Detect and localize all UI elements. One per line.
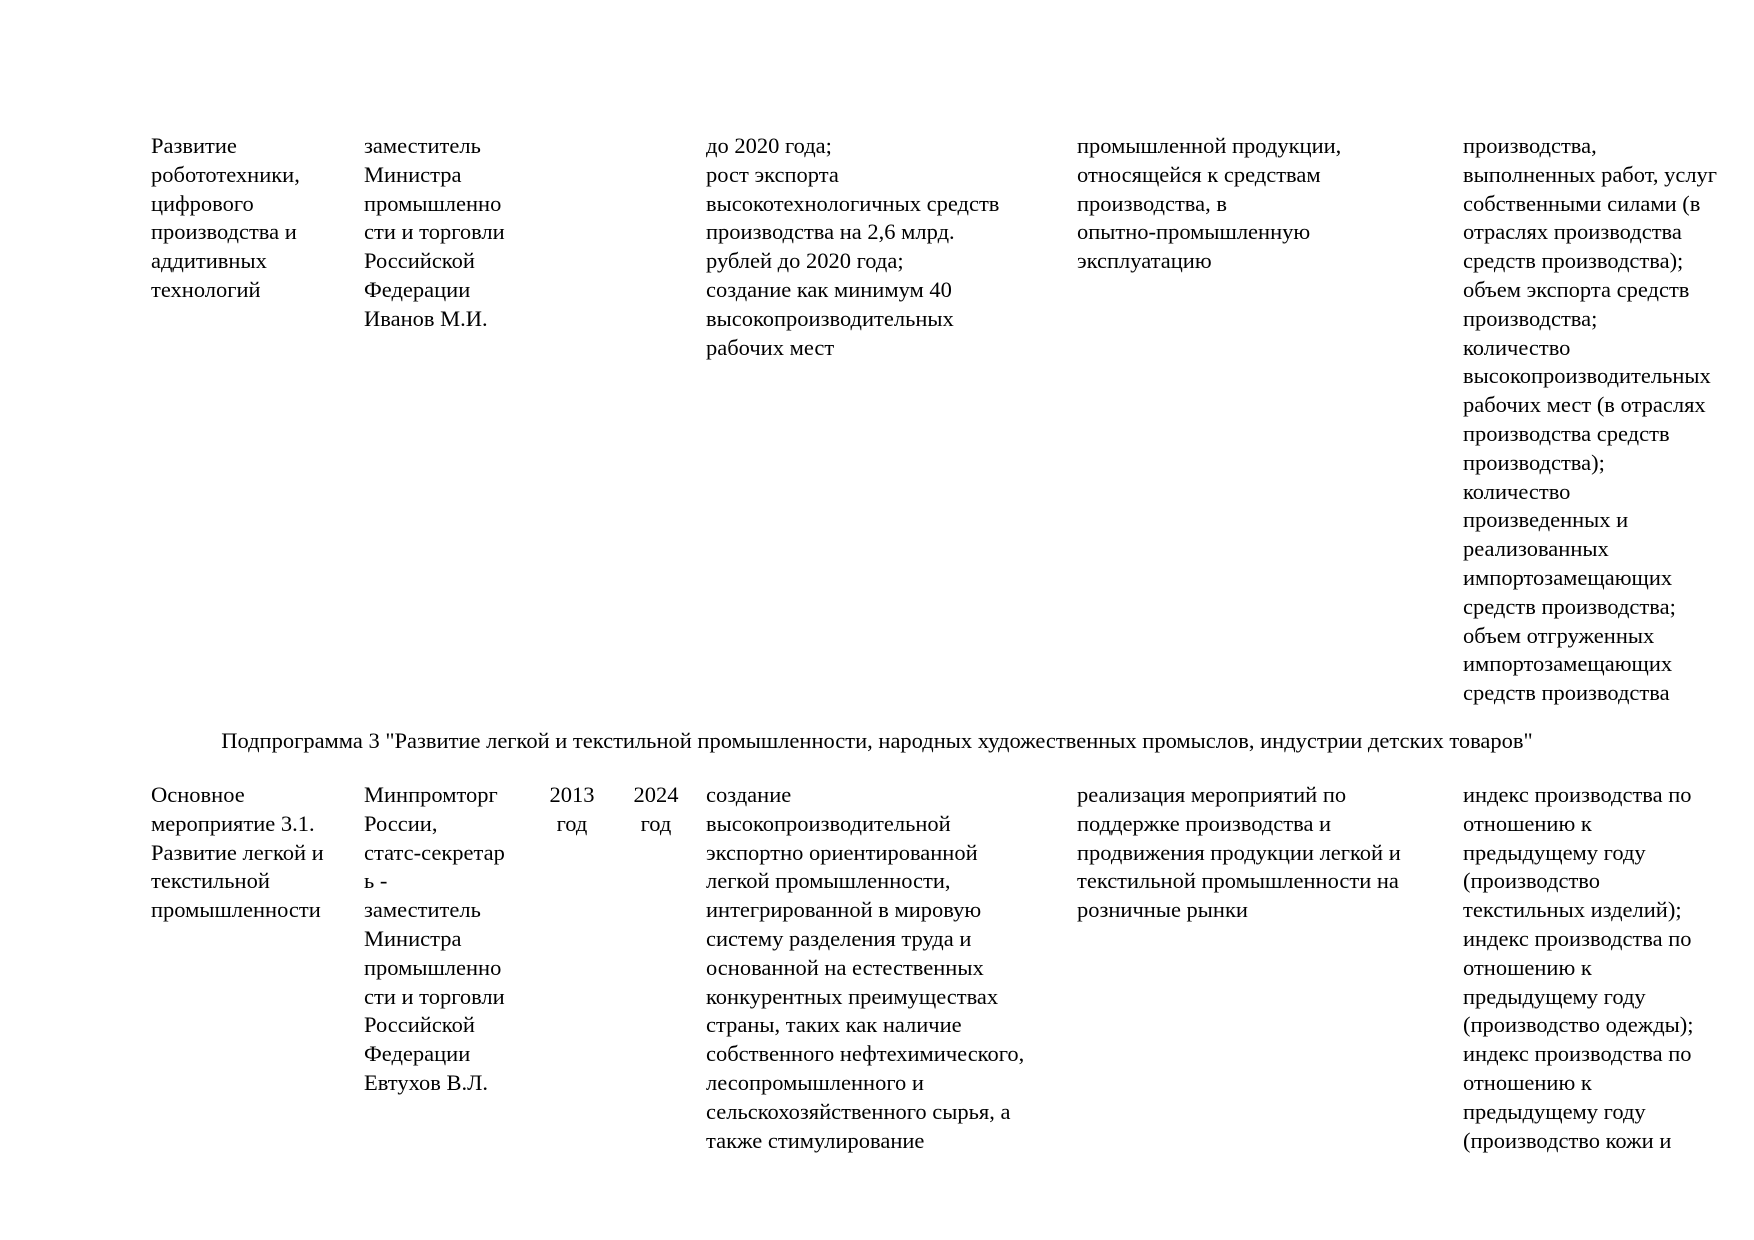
text-line: Федерации bbox=[364, 1041, 471, 1067]
text-line: текстильной bbox=[151, 868, 270, 894]
text-line: рабочих мест bbox=[706, 334, 835, 360]
text-line: Развитие bbox=[151, 133, 237, 158]
text-line: производства на 2,6 млрд. bbox=[706, 219, 955, 245]
text-line: собственного нефтехимического, bbox=[706, 1041, 1025, 1067]
text-line: сти и торговли bbox=[364, 219, 505, 245]
text-line: создание как минимум 40 bbox=[706, 276, 952, 302]
text-line: количество bbox=[1463, 334, 1571, 360]
text-line: индекс производства по bbox=[1463, 925, 1692, 951]
text-line: год bbox=[556, 810, 588, 836]
text-line: индекс производства по bbox=[1463, 782, 1692, 807]
text-line: легкой промышленности, bbox=[706, 868, 951, 894]
text-line: текстильных изделий); bbox=[1463, 897, 1682, 923]
text-line: промышленно bbox=[364, 190, 502, 216]
text-line: (производство кожи и bbox=[1463, 1127, 1672, 1153]
text-line: Минпромторг bbox=[364, 782, 498, 807]
text-line: технологий bbox=[151, 276, 261, 302]
row1-indicators bbox=[1463, 132, 1753, 708]
text-line: высокопроизводительных bbox=[1463, 363, 1711, 389]
text-line: производства и bbox=[151, 219, 297, 245]
text-line: импортозамещающих bbox=[1463, 564, 1673, 590]
text-line: производства; bbox=[1463, 305, 1598, 331]
text-line: сти и торговли bbox=[364, 983, 505, 1009]
text-line: создание bbox=[706, 782, 792, 807]
text-line: экспортно ориентированной bbox=[706, 839, 978, 865]
row2-name bbox=[151, 781, 351, 925]
row1-responsible bbox=[364, 132, 534, 334]
row2-consequences bbox=[1077, 781, 1457, 925]
text-line: произведенных и bbox=[1463, 507, 1629, 533]
text-line: отношению к bbox=[1463, 810, 1592, 836]
text-line: рублей до 2020 года; bbox=[706, 248, 904, 274]
text-line: опытно-промышленную bbox=[1077, 219, 1311, 245]
text-line: импортозамещающих bbox=[1463, 651, 1673, 677]
text-line: Министра bbox=[364, 925, 462, 951]
text-line: Иванов М.И. bbox=[364, 305, 488, 331]
text-line: средств производства; bbox=[1463, 593, 1676, 619]
text-line: промышленной продукции, bbox=[1077, 133, 1342, 158]
text-line: аддитивных bbox=[151, 248, 267, 274]
text-line: мероприятие 3.1. bbox=[151, 810, 315, 836]
text-line: отраслях производства bbox=[1463, 219, 1682, 245]
row1-consequences bbox=[1077, 132, 1447, 276]
text-line: средств производства bbox=[1463, 680, 1670, 706]
text-line: промышленно bbox=[364, 954, 502, 980]
text-line: индекс производства по bbox=[1463, 1041, 1692, 1067]
text-line: России, bbox=[364, 810, 438, 836]
text-line: Российской bbox=[364, 1012, 475, 1038]
text-line: высокопроизводительных bbox=[706, 305, 954, 331]
text-line: робототехники, bbox=[151, 161, 300, 187]
row2-responsible bbox=[364, 781, 534, 1098]
text-line: предыдущему году bbox=[1463, 839, 1646, 865]
text-line: текстильной промышленности на bbox=[1077, 868, 1399, 894]
text-line: продвижения продукции легкой и bbox=[1077, 839, 1401, 865]
text-line: заместитель bbox=[364, 133, 481, 158]
row1-name bbox=[151, 132, 351, 305]
text-line: (производство bbox=[1463, 868, 1601, 894]
text-line: объем экспорта средств bbox=[1463, 276, 1690, 302]
text-line: отношению к bbox=[1463, 954, 1592, 980]
row2-start-year bbox=[542, 781, 602, 839]
text-line: поддержке производства и bbox=[1077, 810, 1332, 836]
text-line: Евтухов В.Л. bbox=[364, 1069, 489, 1095]
text-line: производства, bbox=[1463, 133, 1597, 158]
text-line: Российской bbox=[364, 248, 475, 274]
text-line: количество bbox=[1463, 478, 1571, 504]
text-line: предыдущему году bbox=[1463, 983, 1646, 1009]
text-line: интегрированной в мировую bbox=[706, 897, 982, 923]
text-line: систему разделения труда и bbox=[706, 925, 972, 951]
subprogram-heading: Подпрограмма 3 "Развитие легкой и текстильной промышленности, народных художественных промыслов, индустрии детских товаров" bbox=[221, 728, 1533, 753]
text-line: выполненных работ, услуг bbox=[1463, 161, 1718, 187]
text-line: год bbox=[640, 810, 672, 836]
text-line: производства средств bbox=[1463, 420, 1670, 446]
text-line: ь - bbox=[364, 868, 388, 894]
text-line: эксплуатацию bbox=[1077, 248, 1212, 274]
text-line: высокотехнологичных средств bbox=[706, 190, 1000, 216]
text-line: статс-секретар bbox=[364, 839, 505, 865]
text-line: Федерации bbox=[364, 276, 471, 302]
text-line: рабочих мест (в отраслях bbox=[1463, 392, 1706, 418]
text-line: заместитель bbox=[364, 897, 481, 923]
text-line: страны, таких как наличие bbox=[706, 1012, 962, 1038]
text-line: 2024 bbox=[633, 782, 679, 807]
text-line: производства, в bbox=[1077, 190, 1227, 216]
text-line: также стимулирование bbox=[706, 1127, 925, 1153]
text-line: лесопромышленного и bbox=[706, 1069, 924, 1095]
text-line: 2013 bbox=[549, 782, 595, 807]
row2-indicators bbox=[1463, 781, 1753, 1155]
text-line: до 2020 года; bbox=[706, 133, 832, 158]
text-line: основанной на естественных bbox=[706, 954, 984, 980]
text-line: (производство одежды); bbox=[1463, 1012, 1694, 1038]
row2-result bbox=[706, 781, 1076, 1155]
text-line: реализованных bbox=[1463, 536, 1609, 562]
text-line: Развитие легкой и bbox=[151, 839, 324, 865]
text-line: Основное bbox=[151, 782, 245, 807]
text-line: высокопроизводительной bbox=[706, 810, 951, 836]
text-line: относящейся к средствам bbox=[1077, 161, 1321, 187]
text-line: производства); bbox=[1463, 449, 1605, 475]
text-line: промышленности bbox=[151, 897, 321, 923]
text-line: рост экспорта bbox=[706, 161, 839, 187]
text-line: объем отгруженных bbox=[1463, 622, 1655, 648]
text-line: розничные рынки bbox=[1077, 897, 1248, 923]
text-line: сельскохозяйственного сырья, а bbox=[706, 1098, 1011, 1124]
text-line: предыдущему году bbox=[1463, 1098, 1646, 1124]
text-line: Министра bbox=[364, 161, 462, 187]
row2-end-year bbox=[626, 781, 686, 839]
row1-result bbox=[706, 132, 1066, 362]
text-line: реализация мероприятий по bbox=[1077, 782, 1347, 807]
text-line: средств производства); bbox=[1463, 248, 1684, 274]
text-line: цифрового bbox=[151, 190, 254, 216]
text-line: отношению к bbox=[1463, 1069, 1592, 1095]
text-line: конкурентных преимуществах bbox=[706, 983, 999, 1009]
text-line: собственными силами (в bbox=[1463, 190, 1701, 216]
